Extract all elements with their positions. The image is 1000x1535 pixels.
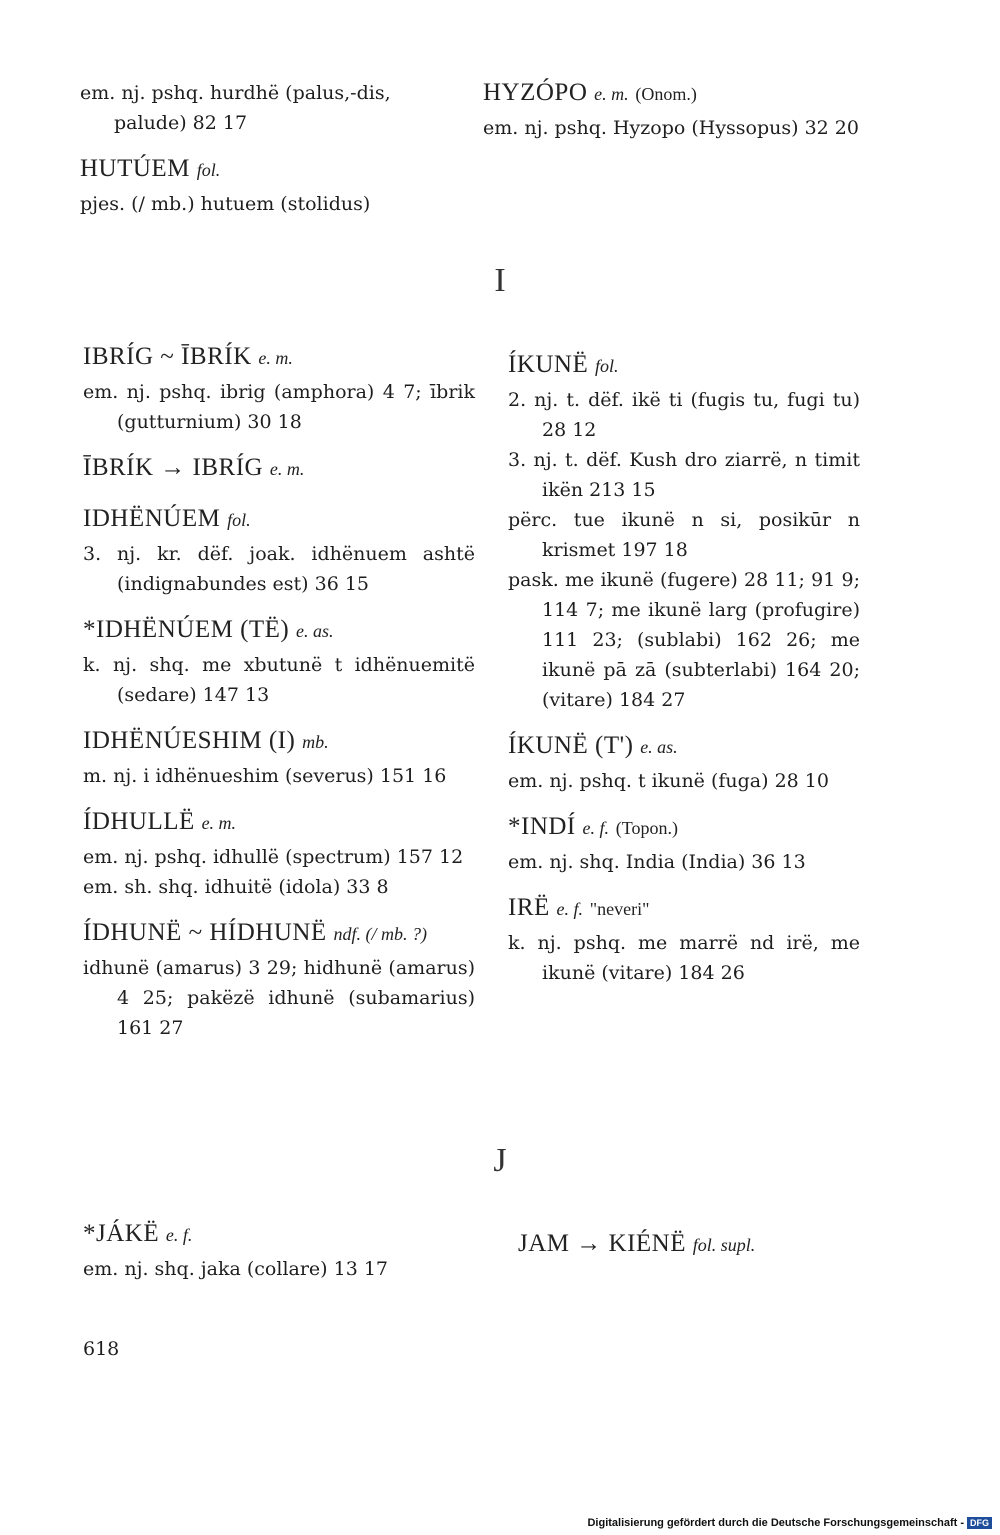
entry-hutuem [80,152,472,219]
page-number: 618 [83,1338,120,1360]
entry-idhune [83,916,475,1043]
headword: IDHËNÚEM fol. [83,505,251,532]
sense: em. nj. shq. jaka (collare) 13 17 [83,1258,389,1280]
entry-ikune-t [508,729,860,796]
digitization-footer [587,1517,992,1529]
headword: JAM → KIÉNË fol. supl. [518,1230,756,1257]
headword: *INDÍ e. f. (Topon.) [508,813,678,840]
continued-sense-line2: palude) 82 17 [114,112,248,134]
headword: *JÁKË e. f. [83,1220,193,1247]
sense: 3. nj. kr. dëf. joak. idhënuem ashtë (indignabundes est) 36 15 [83,543,475,595]
entry-idhenuem [83,502,475,599]
sense: pask. me ikunë (fugere) 28 11; 91 9; 114 7; me ikunë larg (profugire) 111 23; (sublabi) 162 26; me ikunë pā zā (subterlabi) 164 20; (vitare) 184 27 [508,569,860,711]
entry-idhulle [83,805,475,902]
headword: ÍKUNË fol. [508,351,619,378]
headword: ĪBRÍK → IBRÍG e. m. [83,454,305,481]
left-column-j [83,1217,475,1284]
right-column-top [483,76,875,143]
headword: IBRÍG ~ ĪBRÍK e. m. [83,343,293,370]
entry-ire [508,891,860,988]
headword: *IDHËNÚEM (TË) e. as. [83,616,334,643]
entry-hyzopo [483,76,875,143]
sense: përc. tue ikunë n si, posikūr n krismet 197 18 [508,509,860,561]
headword: HUTÚEM fol. [80,155,221,182]
headword: ÍDHUNË ~ HÍDHUNË ndf. (/ mb. ?) [83,919,427,946]
sense: 3. nj. t. dëf. Kush dro ziarrë, n timit ikën 213 15 [508,449,860,501]
sense: k. nj. pshq. me marrë nd irë, me ikunë (vitare) 184 26 [508,932,860,984]
left-column-top [80,78,472,219]
sense: em. sh. shq. idhuitë (idola) 33 8 [83,876,389,898]
headword: ÍKUNË (T') e. as. [508,732,678,759]
left-column-i [83,340,475,1043]
headword: ÍDHULLË e. m. [83,808,237,835]
headword: HYZÓPO e. m. (Onom.) [483,79,697,106]
entry-ikune [508,348,860,715]
section-letter-j: J [493,1142,507,1179]
headword: IDHËNÚESHIM (I) mb. [83,727,329,754]
continued-sense-line1: em. nj. pshq. hurdhë (palus,-dis, [80,82,391,104]
sense: idhunë (amarus) 3 29; hidhunë (amarus) 4 25; pakëzë idhunë (subamarius) 161 27 [83,957,475,1039]
right-column-j [518,1227,910,1264]
sense: k. nj. shq. me xbutunë t idhënuemitë (sedare) 147 13 [83,654,475,706]
entry-indi [508,810,860,877]
section-letter-i: I [494,262,506,299]
sense: m. nj. i idhënueshim (severus) 151 16 [83,765,447,787]
sense: 2. nj. t. dëf. ikë ti (fugis tu, fugi tu) 28 12 [508,389,860,441]
entry-ibrig [83,340,475,437]
entry-jake [83,1217,475,1284]
sense: em. nj. shq. India (India) 36 13 [508,851,806,873]
entry-jam [518,1227,910,1262]
sense: pjes. (/ mb.) hutuem (stolidus) [80,193,371,215]
sense: em. nj. pshq. ibrig (amphora) 4 7; ībrik (gutturnium) 30 18 [83,381,475,433]
dfg-logo: DFG [967,1517,992,1529]
entry-idhenuem-te [83,613,475,710]
sense: em. nj. pshq. t ikunë (fuga) 28 10 [508,770,829,792]
headword: IRË e. f. "neveri" [508,894,650,921]
footer-text: Digitalisierung gefördert durch die Deutsche Forschungsgemeinschaft - [587,1517,964,1529]
entry-ibrik [83,451,475,486]
sense: em. nj. pshq. Hyzopo (Hyssopus) 32 20 [483,117,859,139]
sense: em. nj. pshq. idhullë (spectrum) 157 12 [83,846,464,868]
right-column-i [508,348,860,988]
entry-idhenueshim [83,724,475,791]
